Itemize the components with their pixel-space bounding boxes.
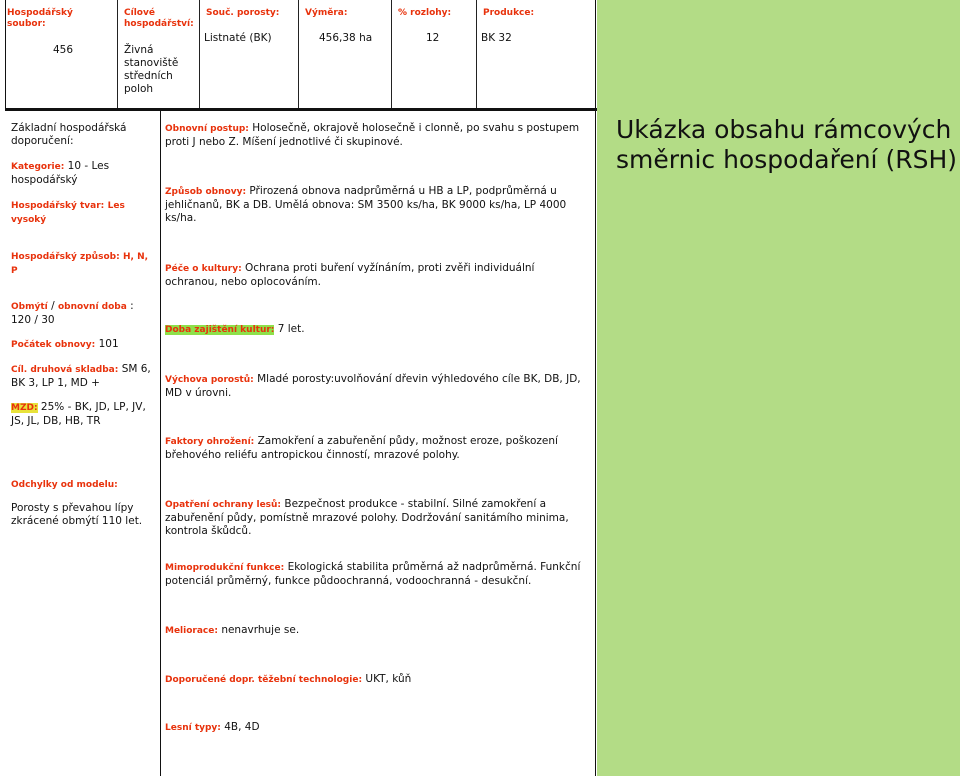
header-cell-rozloha <box>391 0 477 108</box>
header-value: 456,38 ha <box>319 32 373 44</box>
right-border <box>595 0 596 776</box>
field-value: nenavrhuje se. <box>221 624 300 636</box>
header-value: Živná stanoviště středních poloh <box>124 44 179 95</box>
header-value: BK 32 <box>481 32 512 44</box>
field-value: 4B, 4D <box>224 721 260 733</box>
header-value: 456 <box>53 44 74 56</box>
header-cell-vymera <box>298 0 392 108</box>
method-value: H, N, P <box>11 252 149 276</box>
header-cell-porosty <box>199 0 299 108</box>
right-field-nonproduction <box>165 561 585 588</box>
header-cell-soubor <box>0 0 118 108</box>
right-field-technology <box>165 673 585 687</box>
rotation-value: 120 / 30 <box>11 314 55 326</box>
right-field-forest-types <box>165 721 585 735</box>
slide-title <box>616 115 957 175</box>
header-value: 12 <box>426 32 440 44</box>
form-value: Les vysoký <box>11 201 125 225</box>
target-composition-field <box>11 363 151 390</box>
regen-start-field <box>11 338 151 352</box>
field-label: Opatření ochrany lesů: <box>165 500 282 510</box>
field-value: Ochrana proti buření vyžínáním, proti zvěři individuální ochranou, nebo oplocováním. <box>165 262 535 288</box>
header-cell-hospodarstvi <box>117 0 200 108</box>
rotation-slash: / <box>51 300 55 312</box>
right-field-protection <box>165 498 585 538</box>
rotation-label: Obmýtí <box>11 302 48 312</box>
column-divider <box>160 111 161 776</box>
field-label: Doporučené dopr. těžební technologie: <box>165 675 363 685</box>
field-label: Obnovní postup: <box>165 124 249 134</box>
header-divider <box>5 108 597 111</box>
right-field-regen-method <box>165 185 585 225</box>
field-label: Mimoprodukční funkce: <box>165 563 285 573</box>
target-composition-value: SM 6, BK 3, LP 1, MD + <box>11 363 151 389</box>
field-value: UKT, kůň <box>365 673 412 685</box>
left-border <box>5 0 6 111</box>
category-value: 10 - Les hospodářský <box>11 160 110 186</box>
method-field <box>11 250 151 278</box>
deviation-value: Porosty s převahou lípy zkrácené obmýtí 110 let. <box>11 502 143 527</box>
field-label: Faktory ohrožení: <box>165 437 255 447</box>
field-value: Mladé porosty:uvolňování dřevin výhledového cíle BK, DB, JD, MD v úrovni. <box>165 373 581 399</box>
header-cell-produkce <box>476 0 596 108</box>
field-value: Zamokření a zabuřenění půdy, možnost eroze, poškození břehového reliéfu antropickou činností, mrazové polohy. <box>165 435 558 461</box>
mzd-label: MZD: <box>11 403 38 413</box>
form-label: Hospodářský tvar: <box>11 201 105 211</box>
header-label: Hospodářský soubor: <box>7 8 73 29</box>
field-value: Holosečně, okrajově holosečně i clonně, po svahu s postupem proti J nebo Z. Míšení jednotlivé či skupinové. <box>165 122 580 148</box>
field-value: 7 let. <box>277 323 305 335</box>
regen-start-value: 101 <box>98 338 119 350</box>
deviation-heading <box>11 478 151 492</box>
rotation-colon: : <box>130 300 134 312</box>
right-field-culture-care <box>165 262 585 289</box>
right-field-stand-tending <box>165 373 585 400</box>
form-field <box>11 199 151 227</box>
header-label: % rozlohy: <box>398 8 452 18</box>
slide-title-line1: Ukázka obsahu rámcových <box>616 115 952 144</box>
field-value: Přirozená obnova nadprůměrná u HB a LP, podprůměrná u jehličnanů, BK a DB. Umělá obnova: SM 3500 ks/ha, BK 9000 ks/ha, LP 4000 ks/ha. <box>165 185 567 224</box>
mzd-field <box>11 401 151 428</box>
field-label: Lesní typy: <box>165 723 221 733</box>
rotation-field <box>11 300 151 327</box>
header-label: Cílové hospodářství: <box>124 8 194 29</box>
right-field-threats <box>165 435 585 462</box>
field-value: Ekologická stabilita průměrná až nadprůměrná. Funkční potenciál průměrný, funkce půdoochranná, vodoochranná - desukční. <box>165 561 581 587</box>
target-composition-label: Cíl. druhová skladba: <box>11 365 119 375</box>
field-label: Doba zajištění kultur: <box>165 325 275 335</box>
slide-title-line2: směrnic hospodaření (RSH) <box>616 145 957 174</box>
right-field-culture-time <box>165 323 585 337</box>
header-label: Výměra: <box>305 8 348 18</box>
field-label: Způsob obnovy: <box>165 187 247 197</box>
right-field-melioration <box>165 624 585 638</box>
header-label: Souč. porosty: <box>206 8 280 18</box>
regen-period-label: obnovní doba <box>57 302 127 312</box>
category-field <box>11 160 151 187</box>
method-label: Hospodářský způsob: <box>11 252 120 262</box>
regen-start-label: Počátek obnovy: <box>11 340 96 350</box>
mzd-value: 25% - BK, JD, LP, JV, JS, JL, DB, HB, TR <box>11 401 146 427</box>
field-label: Meliorace: <box>165 626 218 636</box>
field-value: Bezpečnost produkce - stabilní. Silné zamokření a zabuřenění půdy, pomístně mrazové polohy. Dodržování sanitámího minima, kontrola škůdců. <box>165 498 569 537</box>
header-label: Produkce: <box>483 8 535 18</box>
header-value: Listnaté (BK) <box>204 32 272 44</box>
category-label: Kategorie: <box>11 162 65 172</box>
basic-recommendations-heading: Základní hospodářská doporučení: <box>11 122 127 147</box>
right-field-regen-procedure <box>165 122 585 149</box>
deviation-label: Odchylky od modelu: <box>11 480 118 490</box>
field-label: Výchova porostů: <box>165 375 254 385</box>
field-label: Péče o kultury: <box>165 264 242 274</box>
